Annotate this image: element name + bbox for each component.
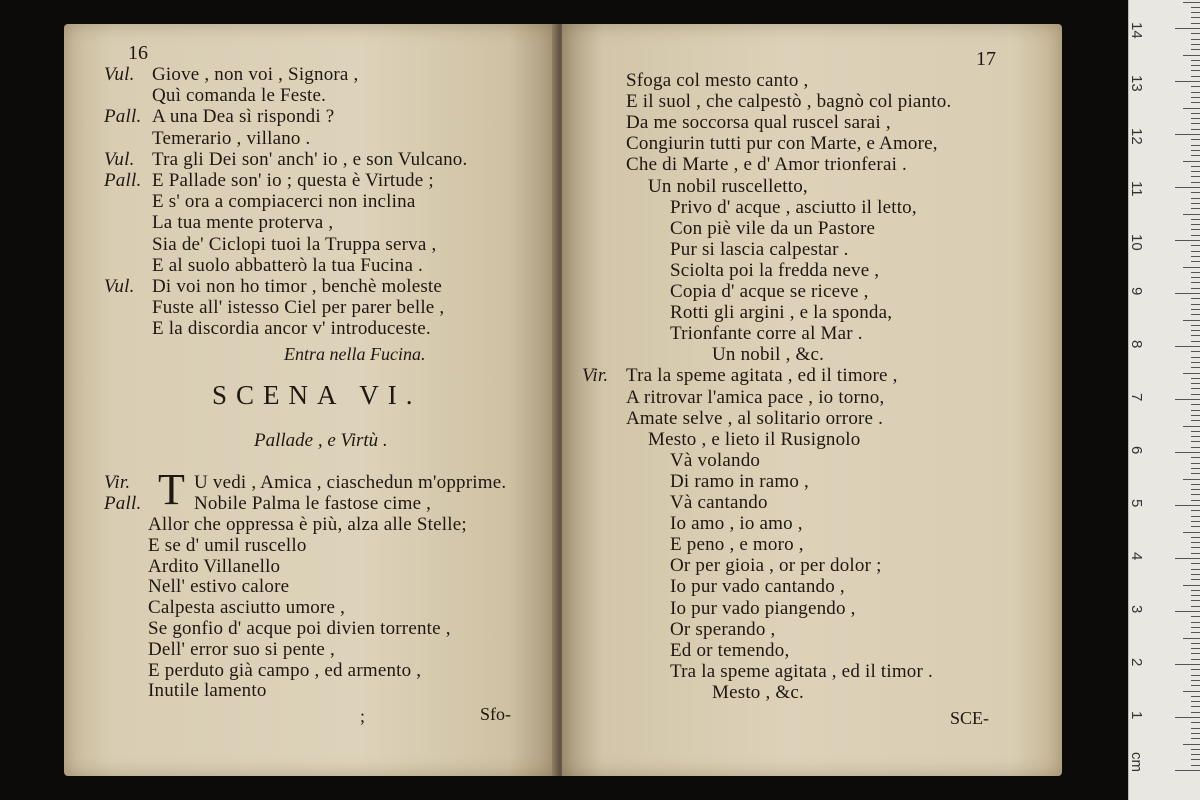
verse-line: Sfoga col mesto canto , xyxy=(626,70,809,91)
ruler-tick xyxy=(1191,669,1200,670)
measurement-ruler xyxy=(1128,0,1200,800)
ruler-label: 8 xyxy=(1128,340,1145,349)
ruler-tick xyxy=(1191,468,1200,469)
ruler-tick xyxy=(1191,23,1200,24)
verse-line: Ed or temendo, xyxy=(670,639,790,661)
ruler-tick xyxy=(1191,192,1200,193)
ruler-tick xyxy=(1191,229,1200,230)
verse-line: Mesto , e lieto il Rusignolo xyxy=(648,428,861,450)
verse-line: Rotti gli argini , e la sponda, xyxy=(670,302,893,324)
ruler-tick xyxy=(1191,362,1200,363)
ruler-tick xyxy=(1175,717,1200,718)
ruler-tick xyxy=(1191,436,1200,437)
scene-characters: Pallade , e Virtù . xyxy=(254,430,388,451)
verse-line: Calpesta asciutto umore , xyxy=(148,597,346,619)
ruler-tick xyxy=(1175,558,1200,559)
ruler-label: 5 xyxy=(1128,499,1145,508)
ruler-tick xyxy=(1191,706,1200,707)
ruler-tick xyxy=(1191,282,1200,283)
verse-line: Inutile lamento xyxy=(148,680,267,702)
ruler-tick xyxy=(1191,632,1200,633)
ruler-tick xyxy=(1191,579,1200,580)
verse-line: Copia d' acque se riceve , xyxy=(670,281,869,302)
ruler-tick xyxy=(1191,176,1200,177)
ruler-tick xyxy=(1191,404,1200,405)
verse-line: Quì comanda le Feste. xyxy=(152,85,327,107)
verse-line: Se gonfio d' acque poi divien torrente , xyxy=(148,618,451,639)
ruler-tick xyxy=(1191,235,1200,236)
ruler-tick xyxy=(1191,367,1200,368)
ruler-tick xyxy=(1191,659,1200,660)
verse-line: Or sperando , xyxy=(670,618,776,640)
verse-line: Trionfante corre al Mar . xyxy=(670,323,863,345)
ruler-tick xyxy=(1191,749,1200,750)
verse-line: Un nobil ruscelletto, xyxy=(648,175,808,197)
verse-line: Nobile Palma le fastose cime , xyxy=(194,493,432,514)
ruler-tick xyxy=(1191,653,1200,654)
ruler-tick xyxy=(1191,569,1200,570)
verse-line: Nell' estivo calore xyxy=(148,576,290,598)
ruler-tick xyxy=(1191,256,1200,257)
ruler-tick xyxy=(1191,261,1200,262)
ruler-tick xyxy=(1191,203,1200,204)
ruler-tick xyxy=(1183,638,1200,639)
ruler-tick xyxy=(1191,49,1200,50)
ruler-tick xyxy=(1183,320,1200,321)
ruler-tick xyxy=(1191,383,1200,384)
ruler-tick xyxy=(1191,701,1200,702)
ruler-tick xyxy=(1191,627,1200,628)
ruler-tick xyxy=(1183,214,1200,215)
verse-line: Or per gioia , or per dolor ; xyxy=(670,555,882,577)
ruler-tick xyxy=(1191,60,1200,61)
ruler-label: cm xyxy=(1128,752,1145,772)
verse-line: U vedi , Amica , ciaschedun m'opprime. xyxy=(194,472,507,493)
ruler-tick xyxy=(1191,17,1200,18)
ruler-tick xyxy=(1175,28,1200,29)
left-page xyxy=(64,24,558,776)
verse-line: Sciolta poi la fredda neve , xyxy=(670,259,880,281)
ruler-tick xyxy=(1191,341,1200,342)
verse-line: Ardito Villanello xyxy=(148,555,281,577)
ruler-tick xyxy=(1183,585,1200,586)
ruler-tick xyxy=(1191,675,1200,676)
ruler-tick xyxy=(1191,314,1200,315)
ruler-tick xyxy=(1183,2,1200,3)
ruler-tick xyxy=(1183,744,1200,745)
ruler-tick xyxy=(1191,484,1200,485)
ruler-tick xyxy=(1191,65,1200,66)
verse-line: Giove , non voi , Signora , xyxy=(152,64,359,85)
ruler-tick xyxy=(1191,335,1200,336)
ruler-tick xyxy=(1191,39,1200,40)
ruler-tick xyxy=(1191,553,1200,554)
ruler-tick xyxy=(1191,410,1200,411)
verse-line: E s' ora a compiacerci non inclina xyxy=(152,191,416,213)
verse-line: Pur si lascia calpestar . xyxy=(670,238,849,260)
ruler-tick xyxy=(1191,129,1200,130)
ruler-tick xyxy=(1175,611,1200,612)
ruler-tick xyxy=(1191,113,1200,114)
verse-line: Amate selve , al solitario orrore . xyxy=(626,407,884,429)
ruler-label: 11 xyxy=(1128,181,1145,197)
ruler-label: 14 xyxy=(1128,22,1145,39)
verse-line: Di voi non ho timor , benchè moleste xyxy=(152,276,443,297)
ruler-tick xyxy=(1191,473,1200,474)
ruler-tick xyxy=(1183,161,1200,162)
ruler-label: 1 xyxy=(1128,711,1145,720)
ruler-tick xyxy=(1175,399,1200,400)
ruler-tick xyxy=(1191,415,1200,416)
verse-line: E la discordia ancor v' introduceste. xyxy=(152,318,431,340)
ruler-tick xyxy=(1191,219,1200,220)
ruler-tick xyxy=(1191,388,1200,389)
ruler-tick xyxy=(1191,298,1200,299)
verse-line: Di ramo in ramo , xyxy=(670,470,810,492)
ruler-tick xyxy=(1191,765,1200,766)
ruler-tick xyxy=(1191,420,1200,421)
ruler-tick xyxy=(1191,198,1200,199)
ruler-tick xyxy=(1191,166,1200,167)
ruler-tick xyxy=(1175,187,1200,188)
ruler-tick xyxy=(1191,616,1200,617)
ruler-label: 7 xyxy=(1128,393,1145,402)
verse-line: Un nobil , &c. xyxy=(712,344,825,366)
verse-line: Io amo , io amo , xyxy=(670,513,803,535)
ruler-tick xyxy=(1191,145,1200,146)
ruler-tick xyxy=(1191,394,1200,395)
verse-line: E Pallade son' io ; questa è Virtude ; xyxy=(152,170,434,191)
ruler-tick xyxy=(1191,463,1200,464)
speaker-label: Pall. xyxy=(104,170,142,191)
ruler-tick xyxy=(1175,664,1200,665)
ruler-tick xyxy=(1183,267,1200,268)
ruler-tick xyxy=(1191,277,1200,278)
stage-direction: Entra nella Fucina. xyxy=(284,344,426,364)
ruler-tick xyxy=(1191,118,1200,119)
ruler-tick xyxy=(1191,457,1200,458)
ruler-tick xyxy=(1191,563,1200,564)
ruler-tick xyxy=(1191,441,1200,442)
ruler-tick xyxy=(1191,44,1200,45)
ruler-tick xyxy=(1191,643,1200,644)
ruler-tick xyxy=(1191,595,1200,596)
ruler-tick xyxy=(1191,489,1200,490)
ruler-tick xyxy=(1191,733,1200,734)
ruler-tick xyxy=(1191,494,1200,495)
ruler-tick xyxy=(1191,685,1200,686)
ruler-tick xyxy=(1175,134,1200,135)
drop-cap: T xyxy=(158,465,185,514)
ruler-tick xyxy=(1191,123,1200,124)
verse-line: Io pur vado piangendo , xyxy=(670,597,856,619)
ruler-tick xyxy=(1183,691,1200,692)
catchword: Sfo- xyxy=(480,704,511,724)
ruler-label: 13 xyxy=(1128,75,1145,92)
verse-line: Mesto , &c. xyxy=(712,681,804,703)
ruler-tick xyxy=(1175,346,1200,347)
page-number: 16 xyxy=(128,42,148,64)
ruler-label: 2 xyxy=(1128,658,1145,667)
ruler-tick xyxy=(1175,240,1200,241)
verse-line: E il suol , che calpestò , bagnò col pianto. xyxy=(626,91,952,113)
ruler-tick xyxy=(1191,325,1200,326)
ruler-tick xyxy=(1183,532,1200,533)
verse-line: Che di Marte , e d' Amor trionferai . xyxy=(626,154,907,176)
ruler-tick xyxy=(1191,33,1200,34)
ruler-tick xyxy=(1191,171,1200,172)
ruler-tick xyxy=(1191,648,1200,649)
verse-line: La tua mente proterva , xyxy=(152,212,334,234)
ruler-tick xyxy=(1191,330,1200,331)
verse-line: E peno , e moro , xyxy=(670,534,804,556)
ruler-tick xyxy=(1191,70,1200,71)
ruler-label: 3 xyxy=(1128,605,1145,614)
verse-line: Tra la speme agitata , ed il timore , xyxy=(626,365,898,387)
verse-line: A ritrovar l'amica pace , io torno, xyxy=(626,386,885,408)
ruler-tick xyxy=(1191,97,1200,98)
ruler-tick xyxy=(1191,378,1200,379)
ruler-tick xyxy=(1191,431,1200,432)
ruler-tick xyxy=(1191,272,1200,273)
verse-line: Fuste all' istesso Ciel per parer belle , xyxy=(152,297,445,319)
verse-line: E al suolo abbatterò la tua Fucina . xyxy=(152,254,424,276)
ruler-tick xyxy=(1191,510,1200,511)
ruler-tick xyxy=(1191,102,1200,103)
verse-line: Temerario , villano . xyxy=(152,127,311,149)
speaker-label: Pall. xyxy=(104,106,142,128)
ruler-tick xyxy=(1191,357,1200,358)
ruler-tick xyxy=(1191,7,1200,8)
ruler-label: 9 xyxy=(1128,287,1145,296)
ruler-tick xyxy=(1183,479,1200,480)
ruler-tick xyxy=(1191,590,1200,591)
ruler-tick xyxy=(1191,516,1200,517)
right-page xyxy=(562,24,1062,776)
verse-line: Và volando xyxy=(670,449,761,471)
ruler-tick xyxy=(1191,182,1200,183)
ruler-tick xyxy=(1191,722,1200,723)
ruler-tick xyxy=(1191,606,1200,607)
ruler-label: 10 xyxy=(1128,234,1145,251)
ruler-label: 12 xyxy=(1128,128,1145,145)
speaker-label: Vir. xyxy=(582,365,609,387)
ruler-tick xyxy=(1191,351,1200,352)
ruler-tick xyxy=(1191,574,1200,575)
scene-title: SCENA VI. xyxy=(212,380,422,410)
verse-line: Privo d' acque , asciutto il letto, xyxy=(670,196,917,218)
ruler-tick xyxy=(1191,728,1200,729)
signature-mark: ; xyxy=(360,706,366,726)
verse-line: Congiurin tutti pur con Marte, e Amore, xyxy=(626,133,938,155)
ruler-tick xyxy=(1191,622,1200,623)
ruler-tick xyxy=(1175,81,1200,82)
ruler-tick xyxy=(1191,712,1200,713)
ruler-tick xyxy=(1191,76,1200,77)
ruler-tick xyxy=(1191,537,1200,538)
verse-line: Và cantando xyxy=(670,492,768,513)
ruler-tick xyxy=(1175,770,1200,771)
ruler-tick xyxy=(1191,547,1200,548)
ruler-tick xyxy=(1191,754,1200,755)
page-number: 17 xyxy=(976,48,996,70)
ruler-tick xyxy=(1191,526,1200,527)
ruler-label: 4 xyxy=(1128,552,1145,561)
ruler-tick xyxy=(1191,600,1200,601)
verse-line: Allor che oppressa è più, alza alle Stelle; xyxy=(148,514,467,535)
speaker-label: Vul. xyxy=(104,64,135,85)
ruler-tick xyxy=(1191,208,1200,209)
verse-line: Dell' error suo si pente , xyxy=(148,638,335,660)
verse-line: Tra la speme agitata , ed il timor . xyxy=(670,660,933,682)
ruler-tick xyxy=(1175,505,1200,506)
ruler-tick xyxy=(1191,139,1200,140)
speaker-label: Pall. xyxy=(104,493,142,514)
verse-line: Sia de' Ciclopi tuoi la Truppa serva , xyxy=(152,233,437,255)
ruler-tick xyxy=(1191,542,1200,543)
open-book xyxy=(64,24,1062,776)
ruler-tick xyxy=(1175,293,1200,294)
verse-line: Tra gli Dei son' anch' io , e son Vulcano. xyxy=(152,148,468,170)
ruler-label: 6 xyxy=(1128,446,1145,455)
ruler-tick xyxy=(1183,426,1200,427)
ruler-tick xyxy=(1191,680,1200,681)
ruler-tick xyxy=(1191,92,1200,93)
ruler-tick xyxy=(1191,155,1200,156)
ruler-tick xyxy=(1183,55,1200,56)
ruler-tick xyxy=(1191,521,1200,522)
ruler-tick xyxy=(1191,696,1200,697)
ruler-tick xyxy=(1191,500,1200,501)
verse-line: A una Dea sì rispondi ? xyxy=(152,106,335,128)
ruler-tick xyxy=(1191,288,1200,289)
ruler-tick xyxy=(1191,12,1200,13)
ruler-tick xyxy=(1191,150,1200,151)
ruler-tick xyxy=(1191,759,1200,760)
verse-line: Da me soccorsa qual ruscel sarai , xyxy=(626,112,891,134)
ruler-tick xyxy=(1191,738,1200,739)
ruler-tick xyxy=(1191,245,1200,246)
catchword: SCE- xyxy=(950,708,990,728)
ruler-tick xyxy=(1191,224,1200,225)
verse-line: E perduto già campo , ed armento , xyxy=(148,659,422,681)
speaker-label: Vir. xyxy=(104,472,131,493)
ruler-tick xyxy=(1191,309,1200,310)
ruler-tick xyxy=(1175,452,1200,453)
verse-line: Con piè vile da un Pastore xyxy=(670,217,876,239)
verse-line: Io pur vado cantando , xyxy=(670,576,845,598)
speaker-label: Vul. xyxy=(104,148,135,170)
ruler-tick xyxy=(1183,373,1200,374)
ruler-tick xyxy=(1191,86,1200,87)
ruler-tick xyxy=(1191,304,1200,305)
ruler-tick xyxy=(1191,447,1200,448)
ruler-tick xyxy=(1183,108,1200,109)
verse-line: E se d' umil ruscello xyxy=(148,534,307,556)
speaker-label: Vul. xyxy=(104,276,135,297)
ruler-tick xyxy=(1191,251,1200,252)
